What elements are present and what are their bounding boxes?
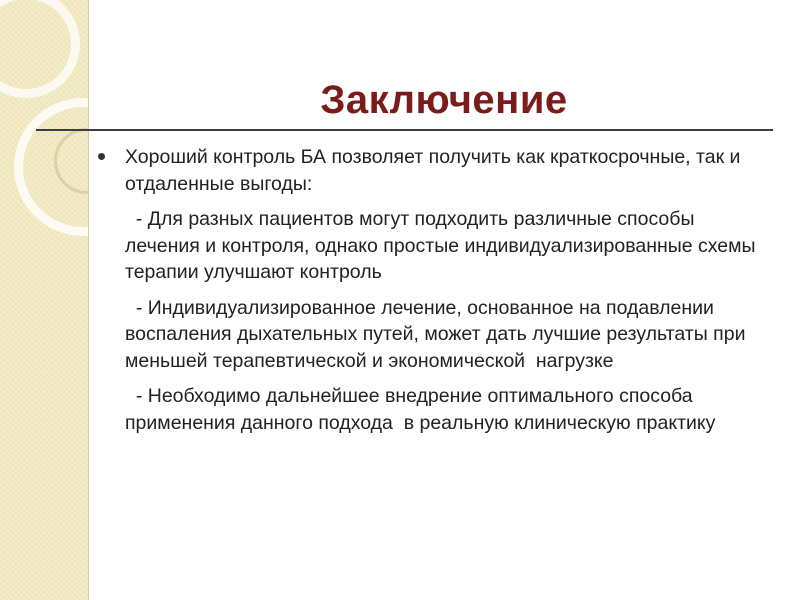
slide-content	[96, 144, 761, 436]
title-divider	[36, 129, 773, 131]
bullet-item	[96, 144, 756, 197]
sub-point: - Индивидуализированное лечение, основанное на подавлении воспаления дыхательных путей, может дать лучшие результаты при меньшей терапевтической и экономической нагрузке	[125, 296, 751, 372]
main-point-text: Хороший контроль БА позволяет получить как краткосрочные, так и отдаленные выгоды:	[125, 146, 741, 195]
slide-title: Заключение	[320, 78, 568, 122]
bullet-dot-icon	[98, 153, 105, 160]
sub-point: - Необходимо дальнейшее внедрение оптимального способа применения данного подхода в реальную клиническую практику	[125, 385, 716, 434]
sub-point: - Для разных пациентов могут подходить различные способы лечения и контроля, однако простые индивидуализированные схемы терапии улучшают контроль	[125, 208, 761, 283]
decorative-circle	[0, 0, 80, 98]
decorative-side-panel	[0, 0, 88, 600]
